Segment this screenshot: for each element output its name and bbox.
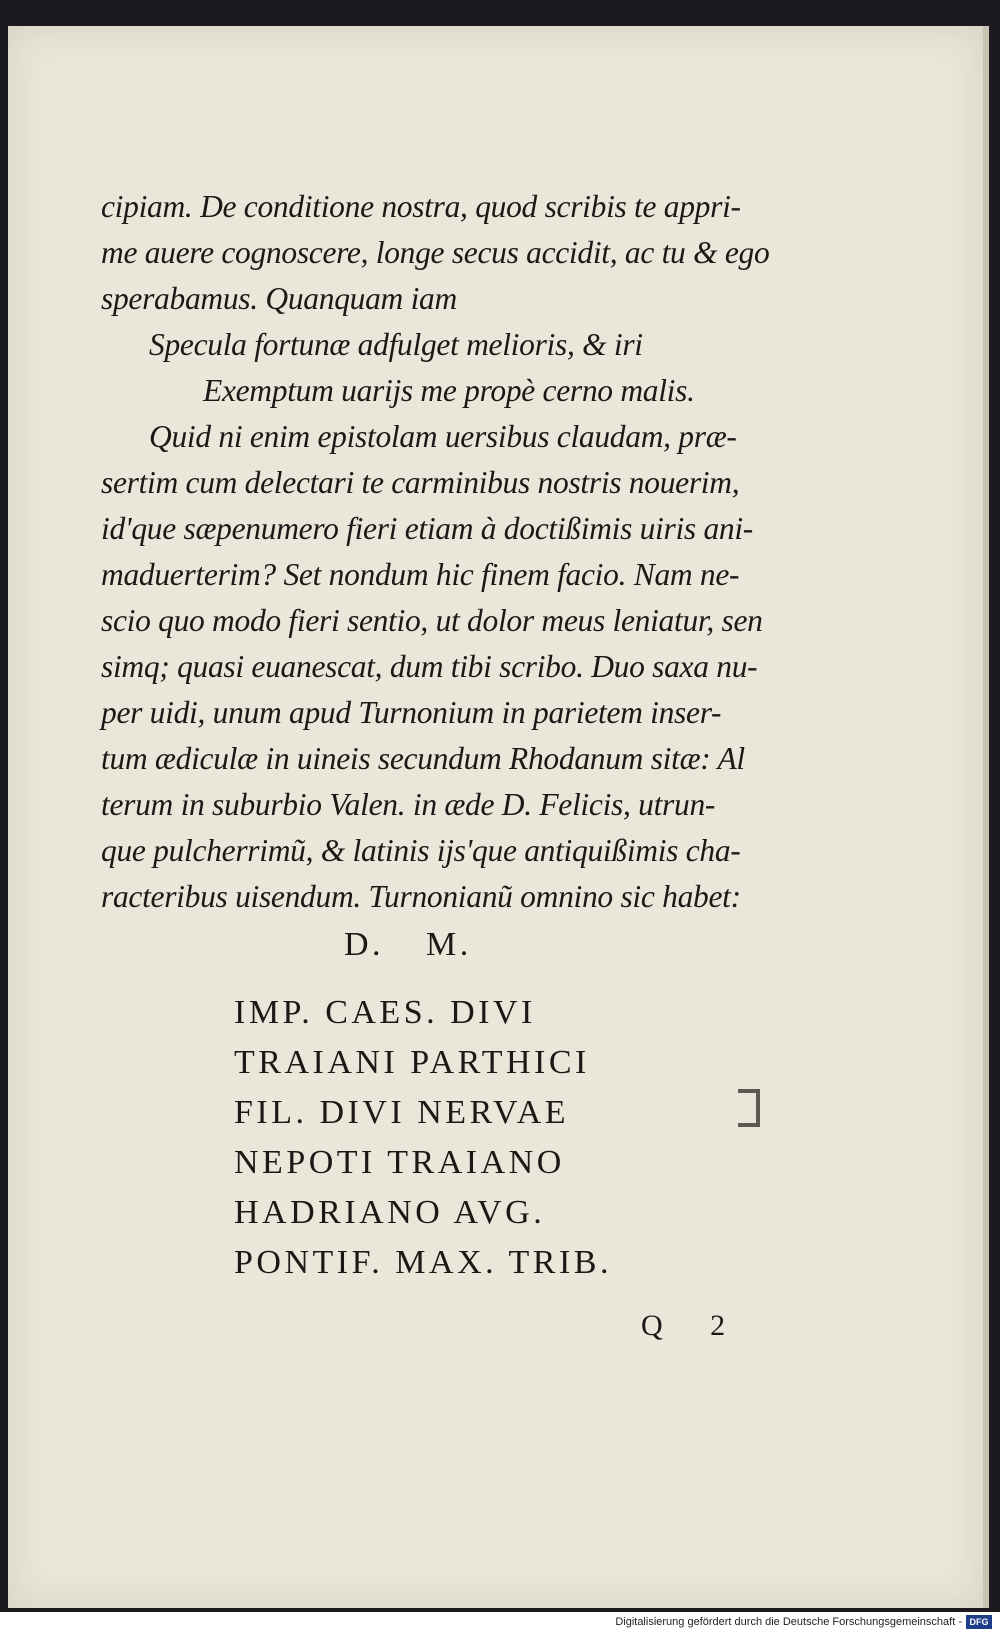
dfg-logo-icon: DFG [966,1615,992,1629]
bracket-mark [738,1089,760,1127]
inscription-line-6: PONTIF. MAX. TRIB. [234,1244,612,1281]
text-line-3: sperabamus. Quanquam iam [101,281,457,316]
text-line-7: sertim cum delectari te carminibus nostris nouerim, [101,465,740,500]
inscription [234,920,612,1288]
book-page [8,26,989,1608]
text-line-12: per uidi, unum apud Turnonium in parietem inser- [101,695,722,730]
inscription-heading: D. M. [344,926,472,963]
verse-line-1: Specula fortunæ adfulget melioris, & iri [149,327,643,362]
inscription-line-1: IMP. CAES. DIVI [234,994,536,1031]
text-line-6: Quid ni enim epistolam uersibus claudam, præ- [149,419,737,454]
signature-mark: Q 2 [641,1309,746,1342]
body-text [101,184,781,920]
text-line-8: id'que sæpenumero fieri etiam à doctißimis uiris ani- [101,511,753,546]
text-line-16: racteribus uisendum. Turnonianũ omnino sic habet: [101,879,741,914]
text-line-14: terum in suburbio Valen. in æde D. Felicis, utrun- [101,787,716,822]
text-line-1: cipiam. De conditione nostra, quod scribis te appri- [101,189,741,224]
text-line-9: maduerterim? Set nondum hic finem facio. Nam ne- [101,557,740,592]
inscription-line-5: HADRIANO AVG. [234,1194,546,1231]
text-line-2: me auere cognoscere, longe secus accidit, ac tu & ego [101,235,770,270]
text-line-15: que pulcherrimũ, & latinis ijs'que antiquißimis cha- [101,833,741,868]
inscription-line-2: TRAIANI PARTHICI [234,1044,590,1081]
text-line-11: simq; quasi euanescat, dum tibi scribo. Duo saxa nu- [101,649,758,684]
text-line-10: scio quo modo fieri sentio, ut dolor meus leniatur, sen [101,603,763,638]
footer-credit: Digitalisierung gefördert durch die Deutsche Forschungsgemeinschaft - [615,1616,962,1628]
verse-line-2: Exemptum uarijs me propè cerno malis. [203,373,695,408]
inscription-line-4: NEPOTI TRAIANO [234,1144,565,1181]
text-line-13: tum ædiculæ in uineis secundum Rhodanum sitæ: Al [101,741,745,776]
inscription-line-3: FIL. DIVI NERVAE [234,1094,570,1131]
